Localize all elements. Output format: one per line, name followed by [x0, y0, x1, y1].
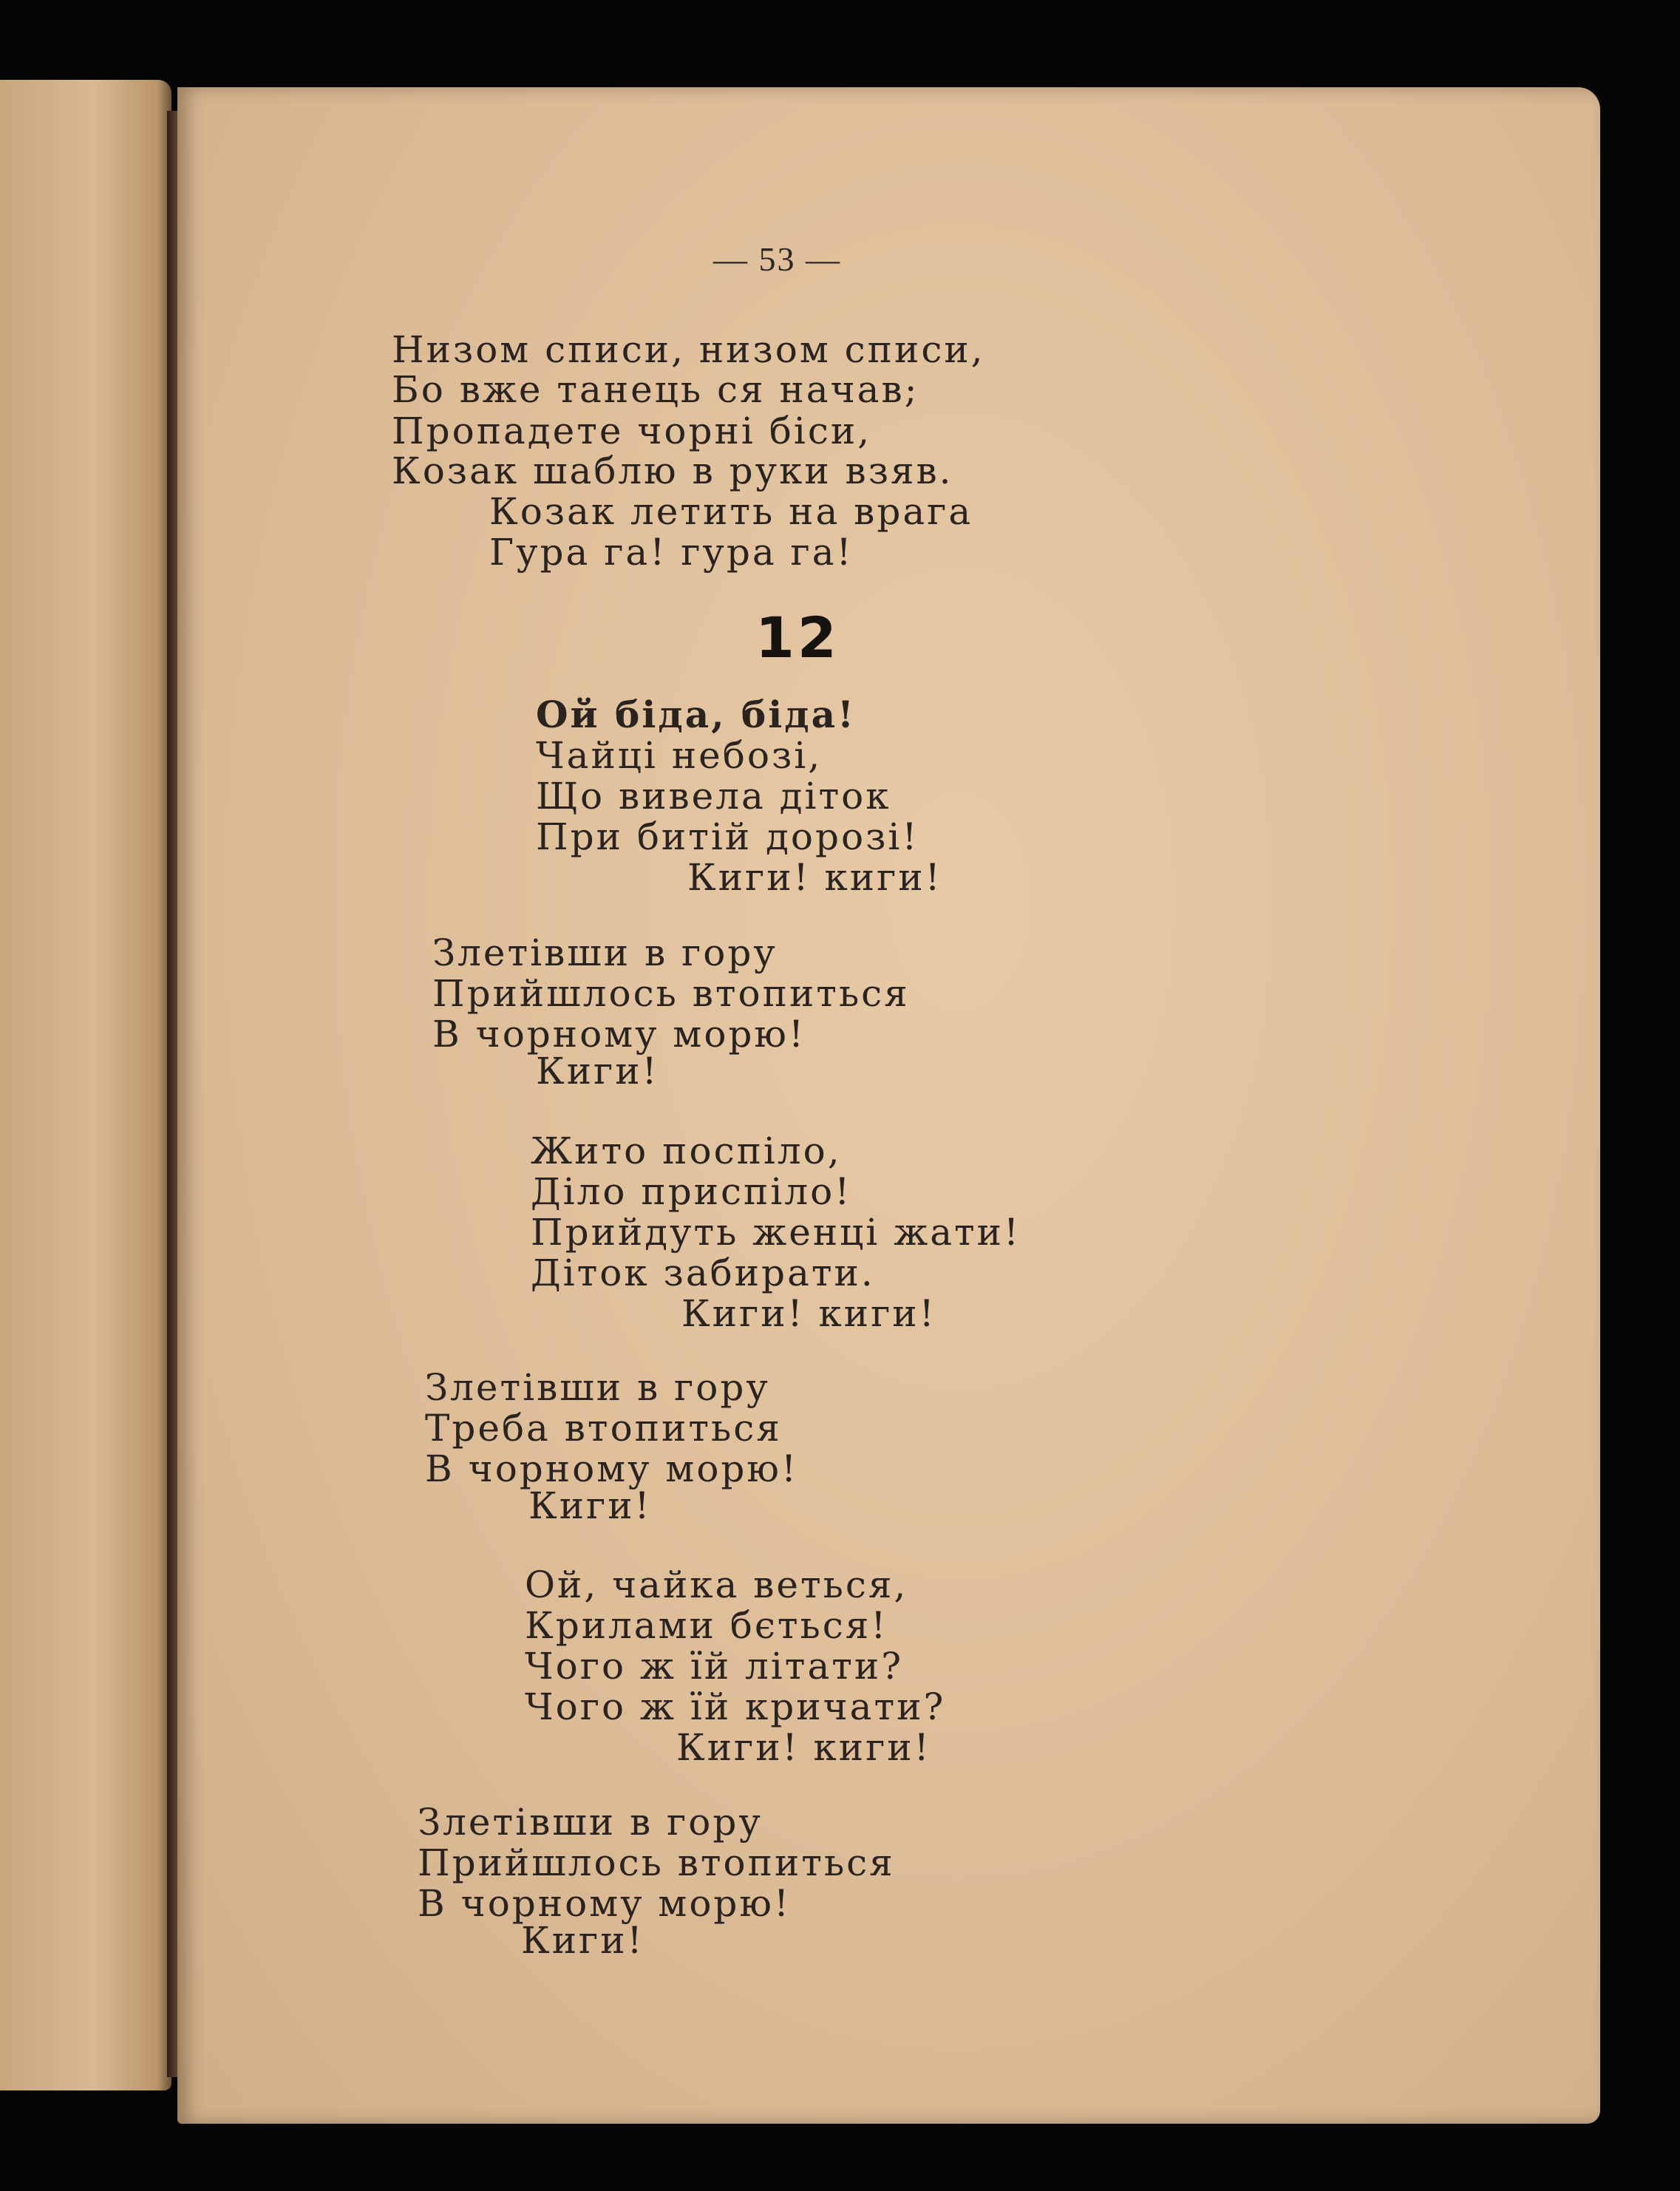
- intro-line: Бо вже танець ся начав;: [392, 368, 919, 411]
- stanza-line: Злетівши в гору: [432, 931, 778, 974]
- stanza-line: В чорному морю!: [432, 1013, 806, 1056]
- intro-line: Гура га! гура га!: [489, 531, 854, 574]
- stanza-line: Ой, чайка веться,: [525, 1563, 908, 1606]
- intro-line: Низом списи, низом списи,: [392, 328, 985, 371]
- intro-line: Козак шаблю в руки взяв.: [392, 449, 953, 492]
- stanza-line: Ой біда, біда!: [536, 693, 856, 736]
- stanza-refrain: Киги!: [521, 1919, 645, 1962]
- stanza-line: В чорному морю!: [425, 1447, 799, 1490]
- stanza-line: Жито поспіло,: [531, 1130, 842, 1172]
- song-number: 12: [755, 605, 840, 670]
- intro-line: Пропадете чорні біси,: [392, 410, 872, 452]
- stanza-refrain: Киги! киги!: [681, 1292, 936, 1335]
- stanza-line: При битій дорозі!: [536, 815, 919, 858]
- stanza-line: Чого ж їй кричати?: [525, 1685, 946, 1728]
- stanza-refrain: Киги!: [536, 1050, 659, 1093]
- stanza-line: Треба втопиться: [425, 1407, 782, 1450]
- page-number: — 53 —: [713, 240, 841, 278]
- stanza-line: Злетівши в гору: [425, 1366, 770, 1409]
- stanza-line: Чого ж їй літати?: [525, 1645, 904, 1688]
- intro-line: Козак летить на врага: [489, 490, 973, 533]
- stanza-line: Прийшлось втопиться: [432, 972, 910, 1015]
- stanza-line: Прийшлось втопиться: [418, 1841, 895, 1884]
- stanza-line: Крилами бється!: [525, 1604, 888, 1647]
- stanza-line: Прийдуть женці жати!: [531, 1211, 1021, 1254]
- stanza-line: Злетівши в гору: [418, 1801, 763, 1844]
- stanza-line: Діток забирати.: [531, 1251, 875, 1294]
- stanza-refrain: Киги! киги!: [687, 856, 942, 899]
- stanza-line: В чорному морю!: [418, 1882, 792, 1925]
- stanza-refrain: Киги!: [528, 1484, 652, 1527]
- stanza-line: Що вивела діток: [536, 775, 891, 818]
- stanza-refrain: Киги! киги!: [676, 1726, 931, 1769]
- stanza-line: Діло приспіло!: [531, 1170, 852, 1213]
- stanza-line: Чайці небозі,: [536, 734, 823, 777]
- left-page-edge: [0, 80, 171, 2090]
